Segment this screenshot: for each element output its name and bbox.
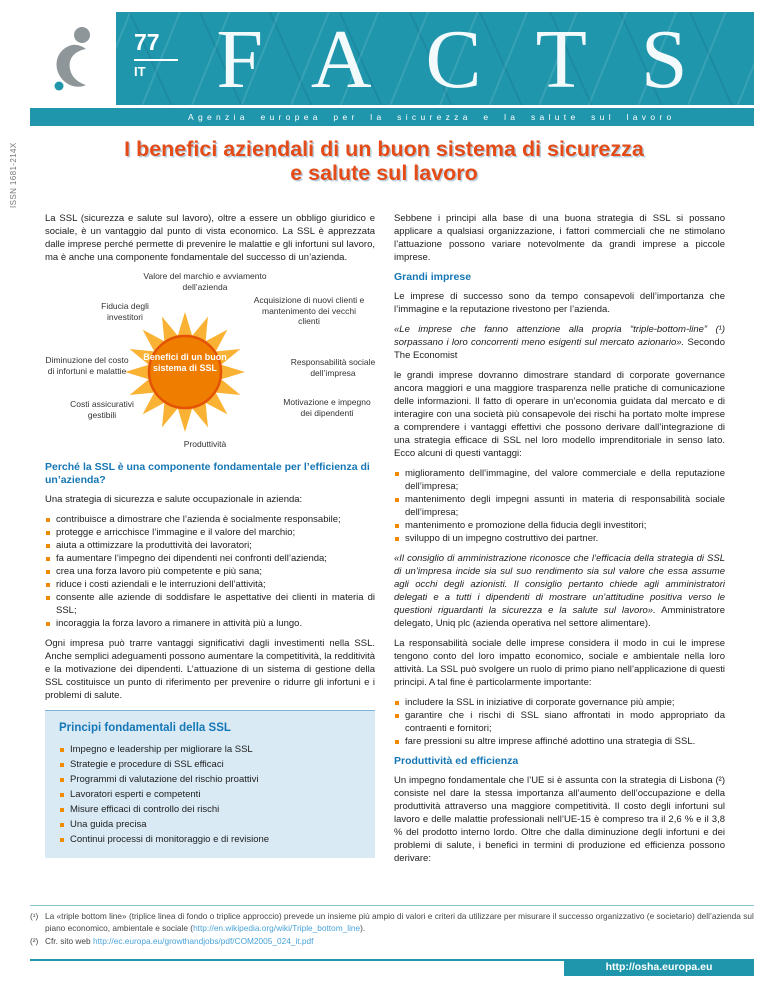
agency-name: Agenzia europea per la sicurezza e la salute sul lavoro — [188, 112, 676, 122]
section-closing-paragraph: Ogni impresa può trarre vantaggi significativi dagli investimenti nella SSL. Anche semplici adeguamenti possono aumentare la competitività, la redditività e la motivazione dei dipendenti. L’attuazione di un sistema di gestione della SSL costituisce un punto di riferimento per prevenire o ridurre gli infortuni e i problemi di salute. — [45, 638, 375, 701]
bullet-item: garantire che i rischi di SSL siano affrontati in modo appropriato da contraenti e fornitori; — [394, 709, 725, 735]
diagram-label-investor-confidence: Fiducia degli investitori — [101, 301, 149, 322]
advantages-bullet-list — [394, 467, 725, 545]
bullet-item: Impegno e leadership per migliorare la SSL — [59, 742, 361, 757]
bullet-item: Strategie e procedure di SSL efficaci — [59, 757, 361, 772]
bullet-item: protegge e arricchisce l’immagine e il valore del marchio; — [45, 526, 375, 539]
diagram-label-insurance-costs: Costi assicurativi gestibili — [70, 399, 134, 420]
issue-language: IT — [134, 64, 146, 79]
bullet-item: Continui processi di monitoraggio e di revisione — [59, 832, 361, 847]
bullet-item: crea una forza lavoro più competente e più sana; — [45, 565, 375, 578]
footnote-1-link[interactable]: http://en.wikipedia.org/wiki/Triple_bottom_line — [193, 922, 361, 933]
paragraph-csr: La responsabilità sociale delle imprese considera il modo in cui le imprese tengono conto del loro impatto economico, sociale e ambientale nella loro attività. La SSL può svolgere un ruolo di primo piano nell’applicazione di questi principi. A tal fine è particolarmente importante: — [394, 638, 725, 688]
header — [30, 12, 754, 126]
diagram-label-motivation: Motivazione e impegno dei dipendenti — [283, 397, 371, 418]
document-title-line1: I benefici aziendali di un buon sistema di sicurezza — [124, 137, 644, 161]
diagram-label-social-responsibility: Responsabilità sociale dell’impresa — [290, 357, 376, 378]
bullet-item: contribuisce a dimostrare che l’azienda è socialmente responsabile; — [45, 513, 375, 526]
bullet-item: Lavoratori esperti e competenti — [59, 787, 361, 802]
footnote-2-text — [45, 936, 754, 948]
diagram-center-label: Benefici di un buon sistema di SSL — [143, 352, 227, 373]
bullet-item: fa aumentare l’impegno dei dipendenti nei confronti dell’azienda; — [45, 552, 375, 565]
masthead-title: FACTS — [216, 13, 742, 105]
footnote-1-body: La «triple bottom line» (triplice linea di fondo o triplice approccio) prevede un insieme più ampio di valori e criteri da utilizzare per misurare il successo organizzativo (e societario) dell’azienda sul piano economico, ambientale e sociale ( — [45, 911, 754, 933]
principles-box — [45, 710, 375, 858]
quote-economist — [394, 323, 725, 362]
footnote-1-text — [45, 911, 754, 934]
agency-website-url: http://osha.europa.eu — [605, 961, 713, 973]
diagram-label-accident-costs: Diminuzione del costo di infortuni e malattie — [45, 355, 129, 376]
bullet-item: mantenimento e promozione della fiducia degli investitori; — [394, 519, 725, 532]
footnote-2-marker: (²) — [30, 936, 39, 946]
benefits-diagram — [45, 271, 375, 457]
principles-bullet-list — [59, 742, 361, 847]
section-heading-produttivita: Produttività ed efficienza — [394, 755, 519, 767]
issue-block — [134, 29, 178, 79]
bullet-item: riduce i costi aziendali e le interruzioni dell’attività; — [45, 578, 375, 591]
paragraph-governance: le grandi imprese dovranno dimostrare standard di corporate governance ancora maggiori e una maggiore trasparenza nelle pratiche di comunicazione delle informazioni. Il fatto di operare in un’economia guidata dal mercato e di interagire con una società più consapevole dei rischi ha portato molte imprese a comprendere i vantaggi effettivi che possono derivare dall’integrazione di una strategia efficace di SSL nel loro modello imprenditoriale in senso lato. Ecco alcuni di questi vantaggi: — [394, 370, 725, 459]
intro-paragraph: La SSL (sicurezza e salute sul lavoro), oltre a essere un obbligo giuridico e sociale, è un vantaggio dal punto di vista economico. La SSL è apprezzata dalle imprese perché permette di prevenire le malattie e gli infortuni sul lavoro, ma è anche una componente fondamentale del successo di un’azienda. — [45, 213, 375, 263]
document-title — [0, 137, 768, 185]
paragraph-reputation: Le imprese di successo sono da tempo consapevoli dell’importanza che l’immagine e la reputazione rivestono per l’azienda. — [394, 291, 725, 315]
bullet-item: aiuta a ottimizzare la produttività dei lavoratori; — [45, 539, 375, 552]
section-heading-grandi-imprese: Grandi imprese — [394, 271, 472, 283]
quote-economist-text: «Le imprese che fanno attenzione alla propria “triple-bottom-line” (¹) sorpassano i loro concorrenti meno esigenti sul mercato azionario». — [394, 324, 725, 348]
footnote-1-after: ). — [360, 922, 366, 933]
bullet-item: miglioramento dell’immagine, del valore commerciale e della reputazione dell’impresa; — [394, 467, 725, 493]
footnote-1 — [30, 911, 754, 934]
diagram-label-productivity: Produttività — [183, 439, 227, 449]
document-title-line2: e salute sul lavoro — [290, 161, 478, 185]
header-banner — [30, 12, 754, 105]
footnote-2-body: Cfr. sito web — [45, 936, 93, 946]
csr-bullet-list — [394, 696, 725, 748]
quote-uniq-attribution: Amministratore delegato, Uniq plc (azienda operativa nel settore alimentare). — [394, 605, 725, 629]
quote-uniq — [394, 552, 725, 630]
diagram-label-new-clients: Acquisizione di nuovi clienti e mantenimento dei vecchi clienti — [253, 295, 365, 326]
agency-logo — [30, 12, 116, 105]
why-ssl-bullet-list — [45, 513, 375, 630]
bullet-item: consente alle aziende di soddisfare le aspettative dei clienti in materia di SSL; — [45, 591, 375, 617]
issue-number: 77 — [134, 29, 178, 61]
agency-website-bar[interactable] — [564, 959, 754, 976]
principles-heading: Principi fondamentali della SSL — [59, 722, 231, 734]
quote-uniq-text: «Il consiglio di amministrazione riconosce che l’efficacia della strategia di SSL di un’impresa incide sia sul suo rendimento sia sul valore che essa assume agli occhi degli azionisti. Il consiglio pertanto chiede agli amministratori delegati e a tutti i dipendenti di mostrare un’attitudine positiva verso le questioni riguardanti la sicurezza e la salute sul lavoro». — [394, 553, 725, 616]
bullet-item: Una guida precisa — [59, 817, 361, 832]
agency-band — [30, 108, 754, 126]
issn-label: ISSN 1681-214X — [9, 142, 18, 208]
agency-logo-figure — [42, 23, 104, 95]
paragraph-lisbona: Un impegno fondamentale che l’UE si è assunta con la strategia di Lisbona (²) consiste nel dare la stessa importanza all’aumento dell’occupazione e della produttività attraverso una maggiore competitività. Il costo degli infortuni sul lavoro e delle malattie professionali nell’UE-15 è compreso tra il 2,6 % e il 3,8 % del prodotto interno lordo. Oltre che dalla diminuzione degli infortuni e dei problemi di salute, i benefici in termini di produzione ed efficienza possono derivare: — [394, 775, 725, 864]
bullet-item: fare pressioni su altre imprese affinché adottino una strategia di SSL. — [394, 735, 725, 748]
bullet-item: Misure efficaci di controllo dei rischi — [59, 802, 361, 817]
quote-economist-attribution: Secondo The Economist — [394, 337, 726, 361]
section-heading-why-ssl: Perché la SSL è una componente fondamentale per l’efficienza di un’azienda? — [45, 461, 370, 486]
bullet-item: incoraggia la forza lavoro a rimanere in attività più a lungo. — [45, 617, 375, 630]
right-intro-paragraph: Sebbene i principi alla base di una buona strategia di SSL si possano applicare a qualsiasi organizzazione, i fattori commerciali che ne stimolano l’attuazione possono variare notevolmente da grandi imprese a piccole imprese. — [394, 213, 725, 263]
bullet-item: includere la SSL in iniziative di corporate governance più ampie; — [394, 696, 725, 709]
bullet-item: mantenimento degli impegni assunti in materia di responsabilità sociale dell’impresa; — [394, 493, 725, 519]
footnotes — [30, 905, 754, 950]
footnote-2-link[interactable]: http://ec.europa.eu/growthandjobs/pdf/COM2005_024_it.pdf — [92, 936, 314, 946]
section-lead: Una strategia di sicurezza e salute occupazionale in azienda: — [45, 494, 303, 505]
right-column — [394, 212, 725, 872]
footnote-1-marker: (¹) — [30, 911, 39, 921]
bullet-item: sviluppo di un impegno costruttivo dei partner. — [394, 532, 725, 545]
left-column — [45, 212, 375, 858]
diagram-label-brand-value: Valore del marchio e avviamento dell’azienda — [143, 271, 267, 292]
bullet-item: Programmi di valutazione del rischio proattivi — [59, 772, 361, 787]
footnote-2 — [30, 936, 754, 948]
